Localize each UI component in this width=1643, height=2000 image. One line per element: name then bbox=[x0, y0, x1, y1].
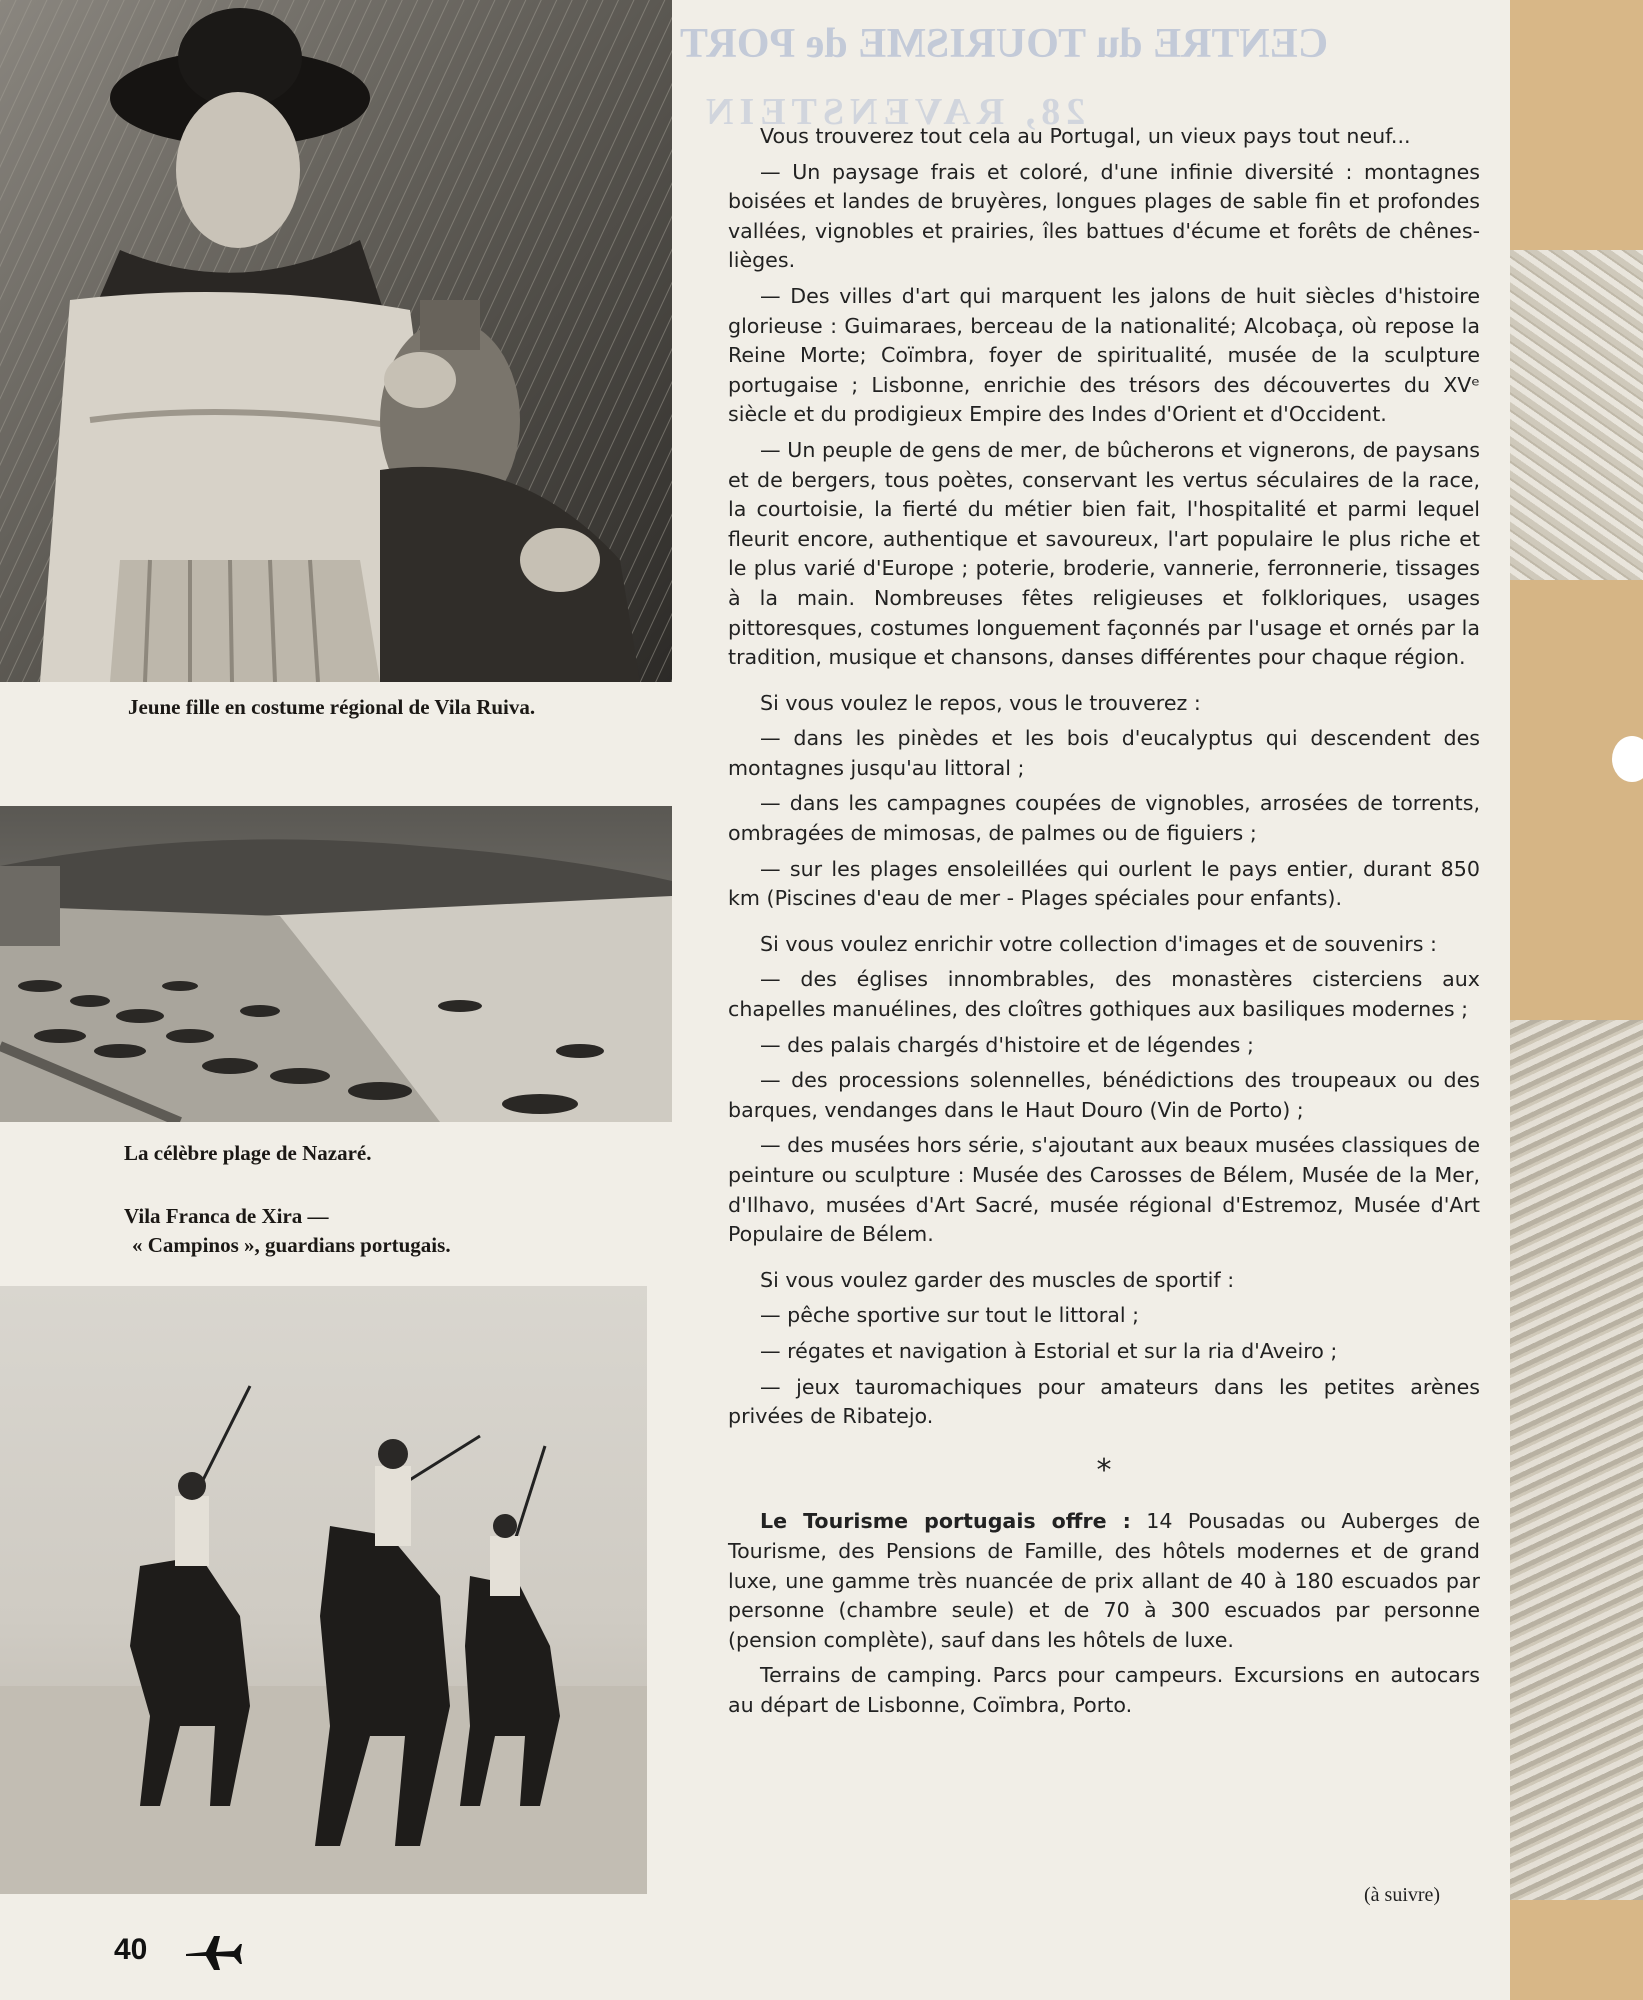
caption-photo2: La célèbre plage de Nazaré. bbox=[124, 1141, 372, 1165]
article-paragraph-people: — Un peuple de gens de mer, de bûcherons et vignerons, de paysans et de bergers, tous poètes, conservant les vertus séculaires de la race, la courtoisie, la fierté du métier bien fait, l'hospitalité et parmi lequel fleurit encore, authentique et savoureux, l'art populaire le plus riche et le plus varié d'Europe ; poterie, broderie, vannerie, ferronnerie, tissages à la main. Nombreuses fêtes religieuses et folkloriques, usages pittoresques, costumes longuement façonnés par l'usage et ornés par la tradition, musique et chansons, danses différentes pour chaque région. bbox=[728, 437, 1480, 670]
images-item-2: — des palais chargés d'histoire et de légendes ; bbox=[760, 1032, 1254, 1057]
photo-nazare-beach bbox=[0, 806, 672, 1122]
caption-photo3-line2: « Campinos », guardians portugais. bbox=[132, 1233, 451, 1257]
article-paragraph-cities: — Des villes d'art qui marquent les jalons de huit siècles d'histoire glorieuse : Guimaraes, berceau de la nationalité; Alcobaça, où repose la Reine Morte; Coïmbra, foyer de spiritualité, musée de la sculpture portugaise ; Lisbonne, enrichie des trésors des découvertes du XVᵉ siècle et du prodigieux Empire des Indes d'Orient et d'Occident. bbox=[728, 283, 1480, 427]
page-number: 40 bbox=[114, 1933, 148, 1966]
repos-heading: Si vous voulez le repos, vous le trouverez : bbox=[760, 690, 1201, 715]
background-stamp-line2: 28, RAVENSTEIN bbox=[700, 91, 1086, 133]
repos-item-2: — dans les campagnes coupées de vignobles, arrosées de torrents, ombragées de mimosas, de palmes ou de figuiers ; bbox=[728, 791, 1480, 846]
sport-heading: Si vous voulez garder des muscles de sportif : bbox=[760, 1267, 1235, 1292]
camping-paragraph: Terrains de camping. Parcs pour campeurs. Excursions en autocars au départ de Lisbonne, Coïmbra, Porto. bbox=[728, 1663, 1480, 1717]
photo-campinos-horses bbox=[0, 1286, 647, 1894]
background-stamp-line1: CENTRE du TOURISME de PORT bbox=[680, 21, 1329, 67]
sport-item-2: — régates et navigation à Estorial et sur la ria d'Aveiro ; bbox=[760, 1338, 1338, 1363]
article-intro: Vous trouverez tout cela au Portugal, un vieux pays tout neuf... bbox=[760, 124, 1411, 148]
images-heading: Si vous voulez enrichir votre collection d'images et de souvenirs : bbox=[760, 931, 1437, 956]
repos-item-1: — dans les pinèdes et les bois d'eucalyptus qui descendent des montagnes jusqu'au littoral ; bbox=[728, 726, 1480, 780]
sport-item-1: — pêche sportive sur tout le littoral ; bbox=[760, 1303, 1140, 1328]
to-be-continued: (à suivre) bbox=[1364, 1884, 1441, 1906]
tourism-offer-text: 14 Pousadas ou Auberges de Tourisme, des Pensions de Famille, des hôtels modernes et de grand luxe, une gamme très nuancée de prix allant de 40 à 180 escuados par personne (chambre seule) et de 70 à 300 escuados par personne (pension complète), sauf dans les hôtels de luxe. bbox=[728, 1509, 1480, 1652]
airplane-icon bbox=[184, 1932, 242, 1972]
aged-paper-edge bbox=[1510, 0, 1643, 2000]
caption-photo3-line1: Vila Franca de Xira — bbox=[124, 1204, 329, 1228]
sport-item-3: — jeux tauromachiques pour amateurs dans les petites arènes privées de Ribatejo. bbox=[728, 1374, 1480, 1429]
images-item-4: — des musées hors série, s'ajoutant aux beaux musées classiques de peinture ou sculpture : Musée des Carosses de Bélem, Musée de la Mer, d'Ilhavo, musées d'Art Sacré, musée régional d'Estremoz, Musée d'Art Populaire de Bélem. bbox=[728, 1133, 1480, 1247]
article-body bbox=[728, 122, 1480, 1727]
article-paragraph-landscape: — Un paysage frais et coloré, d'une infinie diversité : montagnes boisées et landes de bruyères, longues plages de sable fin et profondes vallées, vignobles et prairies, îles battues d'écume et forêts de chênes-lièges. bbox=[728, 159, 1480, 273]
photo-girl-costume bbox=[0, 0, 672, 682]
section-separator: * bbox=[1096, 1452, 1112, 1488]
repos-item-3: — sur les plages ensoleillées qui ourlent le pays entier, durant 850 km (Piscines d'eau de mer - Plages spéciales pour enfants). bbox=[728, 856, 1480, 911]
tourism-offer bbox=[728, 1507, 1480, 1655]
caption-photo3 bbox=[124, 1202, 451, 1260]
images-item-1: — des églises innombrables, des monastères cisterciens aux chapelles manuélines, des cloîtres gothiques aux basiliques modernes ; bbox=[728, 967, 1480, 1022]
images-item-3: — des processions solennelles, bénédictions des troupeaux ou des barques, vendanges dans le Haut Douro (Vin de Porto) ; bbox=[728, 1068, 1480, 1122]
caption-photo1: Jeune fille en costume régional de Vila Ruiva. bbox=[128, 695, 536, 719]
tourism-offer-label: Le Tourisme portugais offre : bbox=[760, 1509, 1131, 1534]
